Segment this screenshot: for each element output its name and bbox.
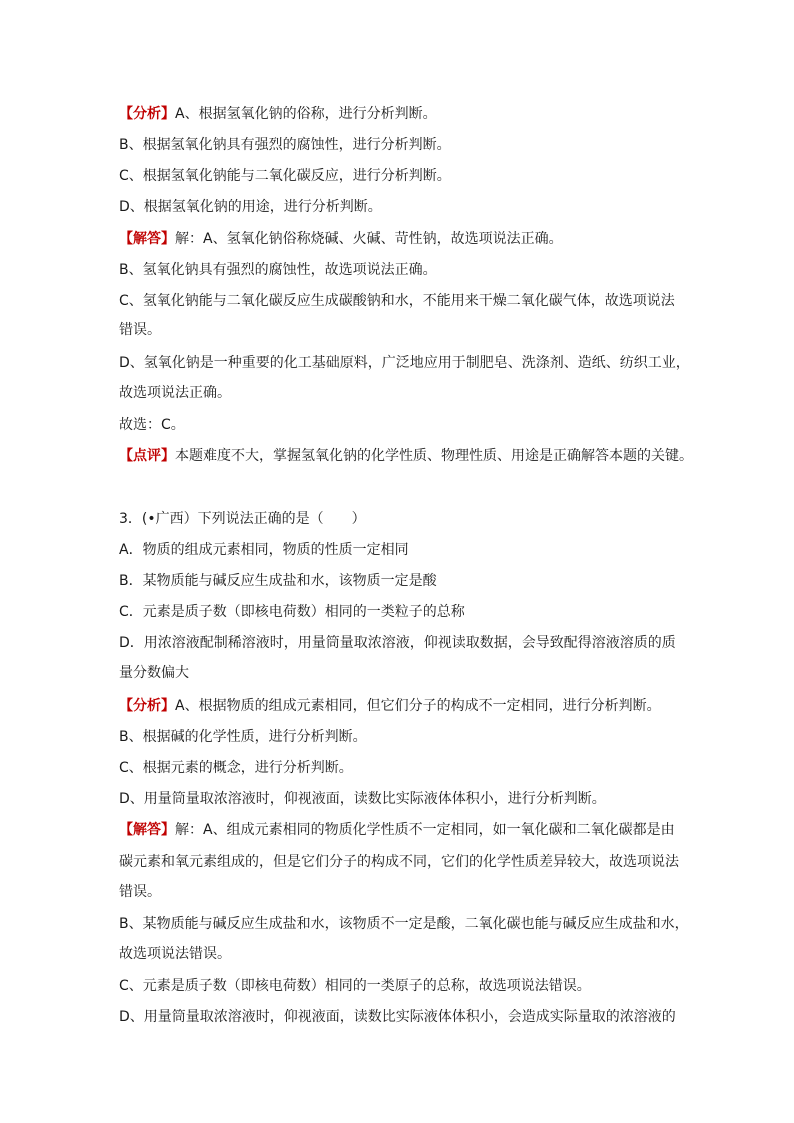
answer-tag: 【解答】: [119, 822, 175, 838]
analysis-line: [119, 696, 661, 716]
answer-line: D、氢氧化钠是一种重要的化工基础原料，广泛地应用于制肥皂、洗涤剂、造纸、纺织工业，: [119, 355, 690, 371]
answer-line: 碳元素和氧元素组成的，但是它们分子的构成不同，它们的化学性质差异较大，故选项说法: [119, 854, 679, 870]
answer-line: 故选：C。: [119, 417, 185, 433]
answer-line: 故选项说法正确。: [119, 385, 231, 401]
answer-text: 解：A、组成元素相同的物质化学性质不一定相同，如一氧化碳和二氧化碳都是由: [175, 822, 675, 838]
analysis-line: D、根据氢氧化钠的用途，进行分析判断。: [119, 199, 382, 215]
option-c: C．元素是质子数（即核电荷数）相同的一类粒子的总称: [119, 604, 465, 620]
analysis-tag: 【分析】: [119, 698, 175, 714]
answer-line: C、氢氧化钠能与二氧化碳反应生成碳酸钠和水，不能用来干燥二氧化碳气体，故选项说法: [119, 293, 675, 309]
answer-line: D、用量筒量取浓溶液时，仰视液面，读数比实际液体体积小，会造成实际量取的浓溶液的: [119, 1009, 676, 1025]
answer-line: C、元素是质子数（即核电荷数）相同的一类原子的总称，故选项说法错误。: [119, 978, 591, 994]
option-b: B．某物质能与碱反应生成盐和水，该物质一定是酸: [119, 573, 437, 589]
analysis-tag: 【分析】: [119, 106, 175, 122]
analysis-line: B、根据碱的化学性质，进行分析判断。: [119, 729, 367, 745]
option-d-cont: 量分数偏大: [119, 665, 189, 681]
answer-line: B、某物质能与碱反应生成盐和水，该物质不一定是酸，二氧化碳也能与碱反应生成盐和水，: [119, 916, 689, 932]
answer-line: 故选项说法错误。: [119, 946, 231, 962]
answer-tag: 【解答】: [119, 231, 175, 247]
answer-line: [119, 820, 675, 840]
answer-line: 错误。: [119, 322, 161, 338]
comment-text: 本题难度不大，掌握氢氧化钠的化学性质、物理性质、用途是正确解答本题的关键。: [175, 448, 693, 464]
answer-text: 解：A、氢氧化钠俗称烧碱、火碱、苛性钠，故选项说法正确。: [175, 231, 563, 247]
comment-tag: 【点评】: [119, 448, 175, 464]
analysis-line: B、根据氢氧化钠具有强烈的腐蚀性，进行分析判断。: [119, 137, 451, 153]
option-a: A．物质的组成元素相同，物质的性质一定相同: [119, 542, 409, 558]
analysis-line: D、用量筒量取浓溶液时，仰视液面，读数比实际液体体积小，进行分析判断。: [119, 791, 606, 807]
answer-line: [119, 229, 563, 249]
analysis-text: A、根据氢氧化钠的俗称，进行分析判断。: [175, 106, 437, 122]
analysis-line: C、根据元素的概念，进行分析判断。: [119, 760, 353, 776]
answer-line: B、氢氧化钠具有强烈的腐蚀性，故选项说法正确。: [119, 262, 437, 278]
question-stem: 3．(•广西）下列说法正确的是（ ）: [119, 511, 366, 527]
option-d: D．用浓溶液配制稀溶液时，用量筒量取浓溶液，仰视读取数据，会导致配得溶液溶质的质: [119, 635, 676, 651]
comment-line: [119, 446, 693, 466]
analysis-text: A、根据物质的组成元素相同，但它们分子的构成不一定相同，进行分析判断。: [175, 698, 661, 714]
analysis-line: C、根据氢氧化钠能与二氧化碳反应，进行分析判断。: [119, 168, 451, 184]
analysis-line: [119, 104, 437, 124]
answer-line: 错误。: [119, 884, 161, 900]
